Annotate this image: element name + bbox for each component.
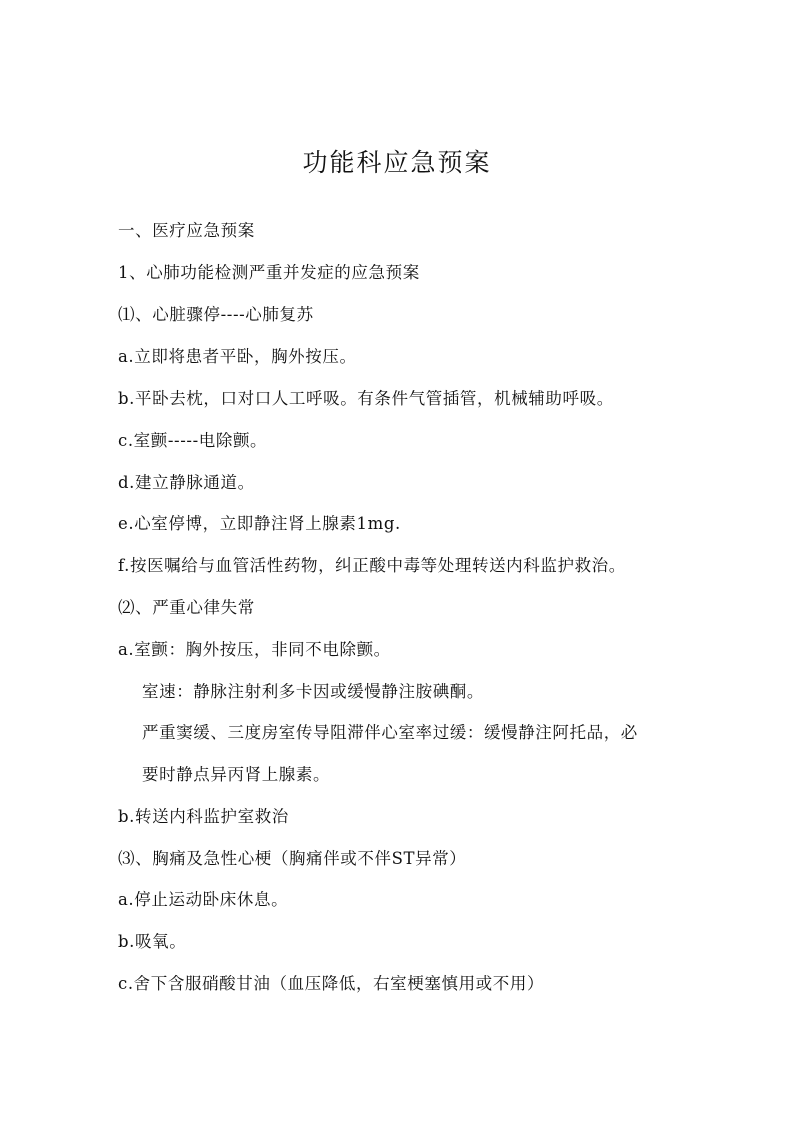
paragraph-line: 要时静点异丙肾上腺素。 [142, 765, 331, 784]
paragraph-line: a.室颤：胸外按压，非同不电除颤。 [118, 640, 391, 659]
paragraph-line: a.立即将患者平卧，胸外按压。 [118, 347, 357, 366]
paragraph-line: a.停止运动卧床休息。 [118, 890, 289, 909]
paragraph-line: b.转送内科监护室救治 [118, 807, 289, 826]
paragraph-line: c.舍下含服硝酸甘油（血压降低，右室梗塞慎用或不用） [118, 974, 545, 993]
item-heading: ⑶、胸痛及急性心梗（胸痛伴或不伴ST异常） [118, 849, 467, 868]
paragraph-line: b.平卧去枕，口对口人工呼吸。有条件气管插管，机械辅助呼吸。 [118, 389, 614, 408]
item-heading: ⑴、心脏骤停----心肺复苏 [118, 305, 314, 324]
subsection-heading: 1、心肺功能检测严重并发症的应急预案 [118, 263, 420, 282]
section-heading: 一、医疗应急预案 [118, 221, 255, 240]
item-heading: ⑵、严重心律失常 [118, 598, 255, 617]
paragraph-line: d.建立静脉通道。 [118, 473, 255, 492]
paragraph-line: e.心室停博，立即静注肾上腺素1mg. [118, 514, 401, 533]
paragraph-line: f.按医嘱给与血管活性药物，纠正酸中毒等处理转送内科监护救治。 [118, 556, 626, 575]
paragraph-line: c.室颤-----电除颤。 [118, 431, 268, 450]
paragraph-line: b.吸氧。 [118, 932, 187, 951]
paragraph-line: 室速：静脉注射利多卡因或缓慢静注胺碘酮。 [142, 682, 484, 701]
document-title: 功能科应急预案 [302, 148, 492, 177]
paragraph-line: 严重窦缓、三度房室传导阻滞伴心室率过缓：缓慢静注阿托品，必 [142, 723, 638, 742]
